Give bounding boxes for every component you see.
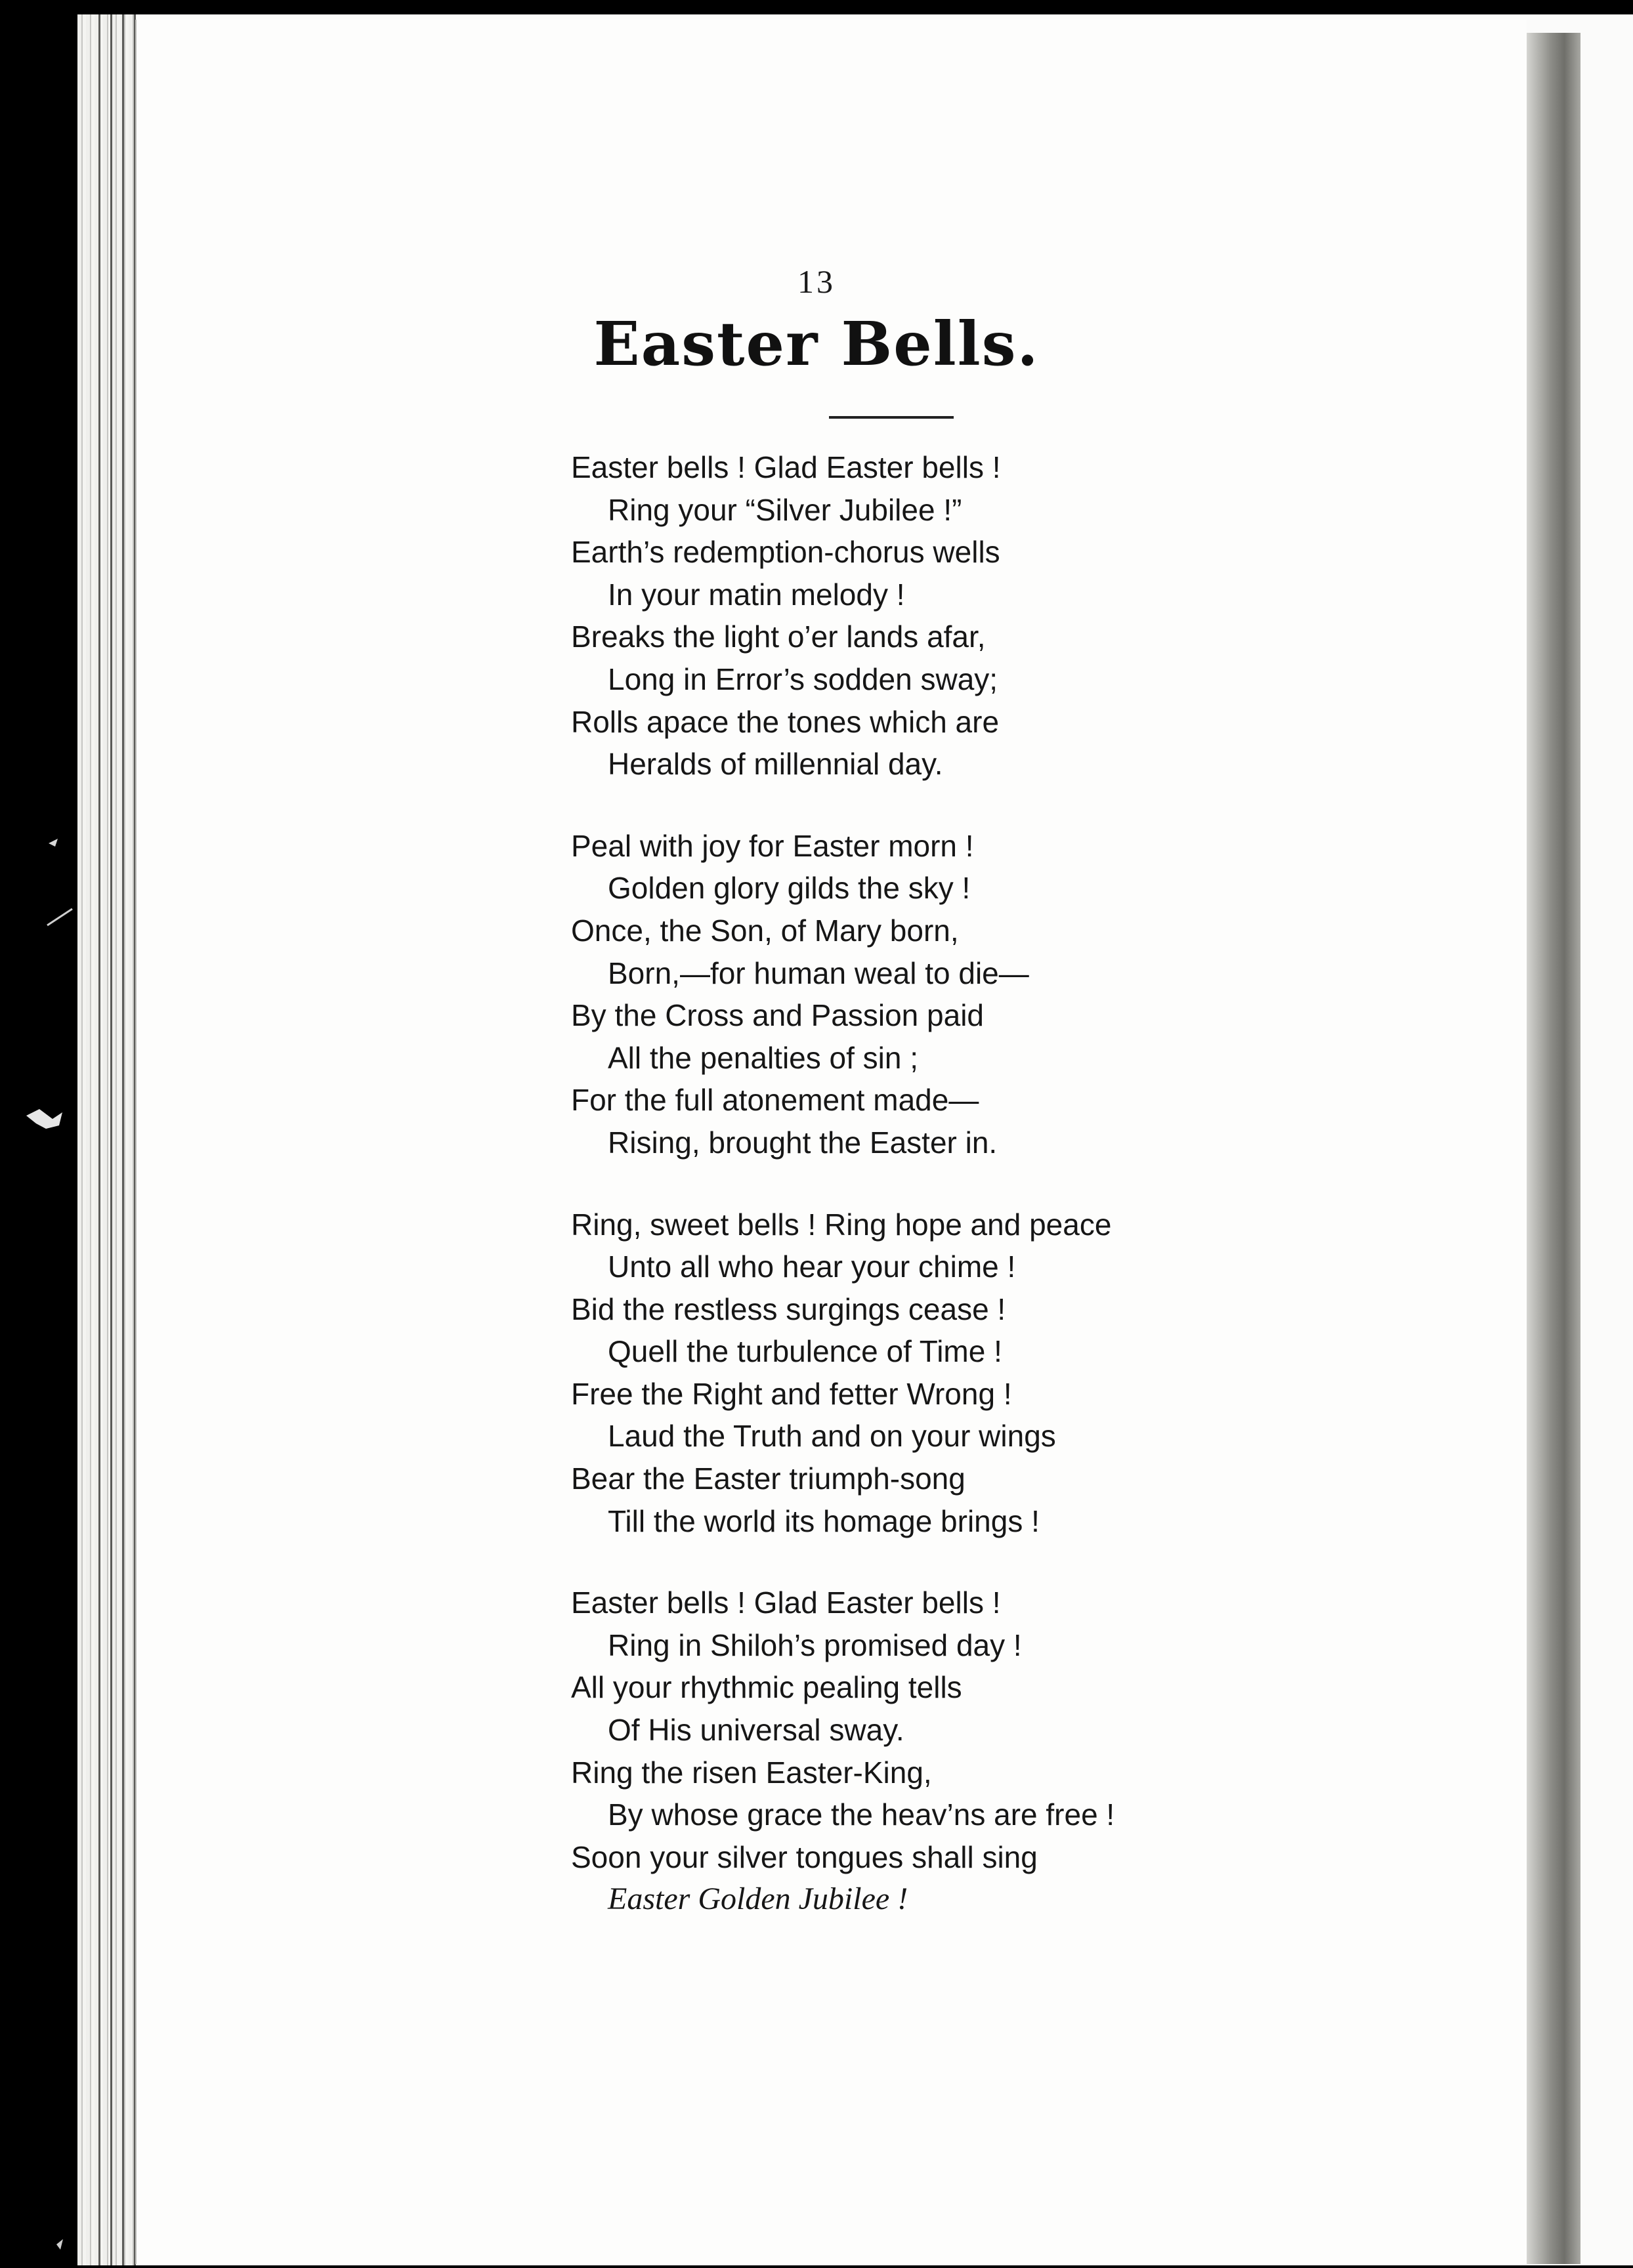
poem-line: Rolls apace the tones which are [571, 704, 1000, 739]
poem-line: By whose grace the heav’ns are free ! [608, 1797, 1115, 1832]
stanza [571, 1204, 1424, 1543]
stanza [571, 446, 1424, 786]
poem-line: Long in Error’s sodden sway; [608, 662, 998, 696]
poem-line: Soon your silver tongues shall sing [571, 1839, 1038, 1874]
poem-line: Quell the turbulence of Time ! [608, 1334, 1002, 1369]
poem-line: Heralds of millennial day. [608, 747, 943, 782]
stanza [571, 825, 1424, 1164]
poem-line: In your matin melody ! [608, 577, 905, 612]
poem-line: Unto all who hear your chime ! [608, 1250, 1016, 1284]
poem-line: Ring your “Silver Jubilee !” [608, 492, 962, 527]
poem-line: Once, the Son, of Mary born, [571, 913, 959, 948]
poem-line: Born,—for human weal to die— [608, 956, 1029, 990]
poem-line: Free the Right and fetter Wrong ! [571, 1376, 1012, 1411]
poem-line: Peal with joy for Easter morn ! [571, 828, 974, 863]
poem-line: Of His universal sway. [608, 1713, 904, 1748]
poem-line: Earth’s redemption-chorus wells [571, 535, 1000, 570]
poem-line: Easter bells ! Glad Easter bells ! [571, 450, 1001, 484]
poem-line: Till the world its homage brings ! [608, 1503, 1040, 1538]
poem-line: Easter Golden Jubilee ! [608, 1881, 908, 1917]
page-number: 13 [797, 263, 836, 300]
poem-body [571, 446, 1424, 1960]
poem-line: All the penalties of sin ; [608, 1040, 919, 1075]
poem-line: Easter bells ! Glad Easter bells ! [571, 1586, 1001, 1620]
poem-line: All your rhythmic pealing tells [571, 1670, 962, 1705]
poem-line: Laud the Truth and on your wings [608, 1419, 1056, 1454]
poem-line: Bid the restless surgings cease ! [571, 1292, 1006, 1326]
poem-line: Ring the risen Easter-King, [571, 1755, 932, 1790]
poem-line: Rising, brought the Easter in. [608, 1125, 998, 1160]
poem-line: Golden glory gilds the sky ! [608, 871, 971, 906]
title-rule [829, 416, 954, 419]
poem-line: Ring, sweet bells ! Ring hope and peace [571, 1207, 1112, 1242]
poem-line: Ring in Shiloh’s promised day ! [608, 1628, 1022, 1662]
poem-line: Breaks the light o’er lands afar, [571, 620, 986, 654]
poem-line: Bear the Easter triumph-song [571, 1461, 965, 1496]
poem-line: By the Cross and Passion paid [571, 998, 985, 1033]
stanza [571, 1582, 1424, 1921]
poem-line: For the full atonement made— [571, 1083, 979, 1118]
poem-title: Easter Bells. [593, 308, 1040, 379]
